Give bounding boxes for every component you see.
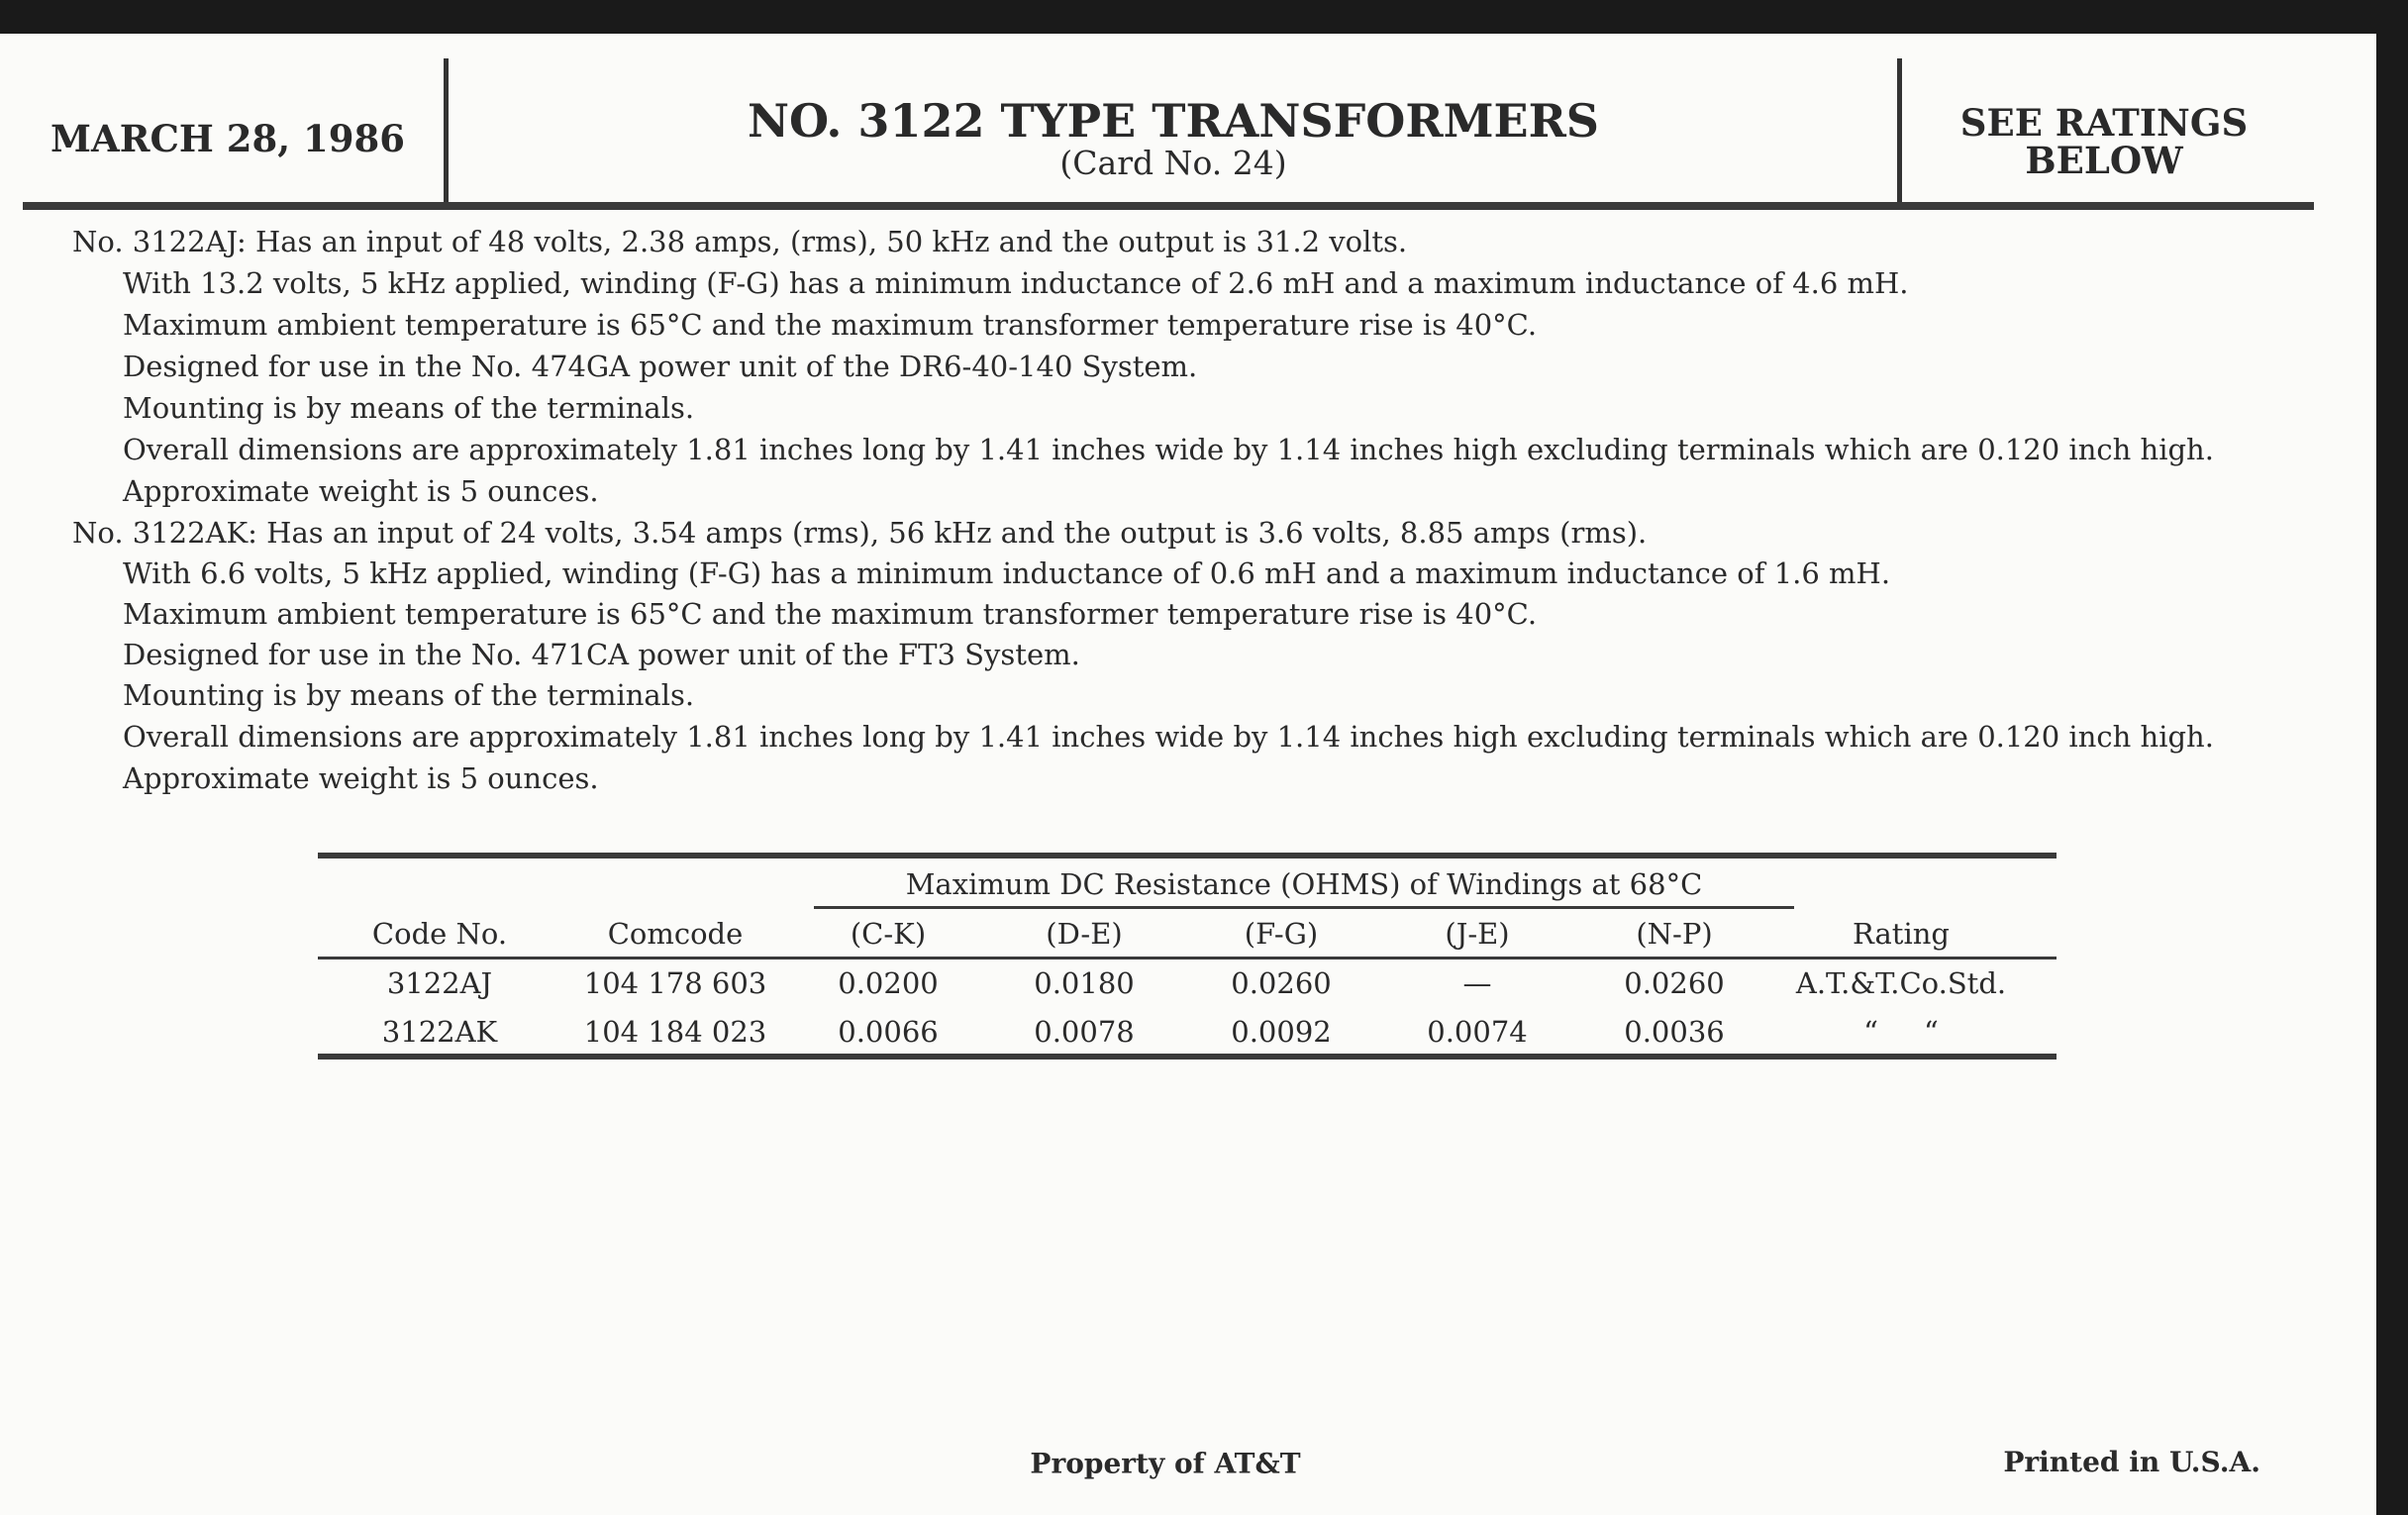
body-line: Mounting is by means of the terminals. bbox=[123, 391, 695, 425]
column-header: (N-P) bbox=[1636, 917, 1713, 951]
column-header: Comcode bbox=[607, 917, 744, 951]
column-header: Rating bbox=[1853, 917, 1950, 951]
table-cell: 104 184 023 bbox=[583, 1015, 767, 1049]
table-cell: 0.0066 bbox=[838, 1015, 939, 1049]
table-cell: 0.0260 bbox=[1624, 966, 1725, 1000]
table-cell: 104 178 603 bbox=[583, 966, 767, 1000]
table-bottom-rule bbox=[318, 1054, 2057, 1060]
card-title: NO. 3122 TYPE TRANSFORMERS bbox=[747, 94, 1600, 148]
column-header: (J-E) bbox=[1445, 917, 1510, 951]
table-cell: 3122AK bbox=[381, 1015, 498, 1049]
body-line: Approximate weight is 5 ounces. bbox=[123, 474, 599, 508]
body-line: Mounting is by means of the terminals. bbox=[123, 678, 695, 712]
column-header: (C-K) bbox=[850, 917, 927, 951]
table-cell: 3122AJ bbox=[386, 966, 493, 1000]
table-cell: 0.0092 bbox=[1231, 1015, 1332, 1049]
header-divider-right bbox=[1897, 58, 1902, 205]
table-cell: 0.0180 bbox=[1034, 966, 1135, 1000]
card-date: MARCH 28, 1986 bbox=[50, 117, 405, 160]
body-line: Overall dimensions are approximately 1.81 inches long by 1.41 inches wide by 1.14 inches high excluding terminals which are 0.120 inch high. bbox=[123, 433, 2214, 466]
ratings-note-line1: SEE RATINGS bbox=[1959, 101, 2249, 145]
column-header: (D-E) bbox=[1046, 917, 1123, 951]
table-group-header: Maximum DC Resistance (OHMS) of Windings at 68°C bbox=[905, 867, 1703, 901]
table-cell: 0.0260 bbox=[1231, 966, 1332, 1000]
column-header: Code No. bbox=[371, 917, 508, 951]
table-cell: 0.0074 bbox=[1427, 1015, 1528, 1049]
table-cell: — bbox=[1462, 966, 1492, 1000]
body-line: Designed for use in the No. 471CA power unit of the FT3 System. bbox=[123, 638, 1080, 671]
group-header-underline bbox=[814, 906, 1794, 909]
column-header: (F-G) bbox=[1244, 917, 1319, 951]
body-line: Approximate weight is 5 ounces. bbox=[123, 761, 599, 795]
body-line: Maximum ambient temperature is 65°C and the maximum transformer temperature rise is 40°C. bbox=[123, 308, 1538, 342]
header-bottom-rule bbox=[318, 957, 2057, 960]
table-top-rule bbox=[318, 853, 2057, 858]
body-line: Overall dimensions are approximately 1.81 inches long by 1.41 inches wide by 1.14 inches high excluding terminals which are 0.120 inch high. bbox=[123, 720, 2214, 754]
card-subtitle: (Card No. 24) bbox=[1059, 144, 1287, 182]
table-cell: 0.0078 bbox=[1034, 1015, 1135, 1049]
ratings-note-line2: BELOW bbox=[2025, 139, 2183, 182]
body-line: With 6.6 volts, 5 kHz applied, winding (F-G) has a minimum inductance of 0.6 mH and a maximum inductance of 1.6 mH. bbox=[123, 556, 1891, 590]
table-cell: 0.0200 bbox=[838, 966, 939, 1000]
header-divider-left bbox=[444, 58, 449, 205]
header-rule bbox=[23, 202, 2314, 210]
footer-property: Property of AT&T bbox=[1030, 1447, 1301, 1480]
footer-printed: Printed in U.S.A. bbox=[2003, 1446, 2260, 1478]
body-line: Maximum ambient temperature is 65°C and the maximum transformer temperature rise is 40°C. bbox=[123, 597, 1538, 631]
body-line: No. 3122AK: Has an input of 24 volts, 3.54 amps (rms), 56 kHz and the output is 3.6 volts, 8.85 amps (rms). bbox=[72, 516, 1648, 550]
body-line: Designed for use in the No. 474GA power unit of the DR6-40-140 System. bbox=[123, 350, 1198, 383]
table-cell: A.T.&T.Co.Std. bbox=[1795, 966, 2007, 1000]
body-line: With 13.2 volts, 5 kHz applied, winding (F-G) has a minimum inductance of 2.6 mH and a maximum inductance of 4.6 mH. bbox=[123, 266, 1909, 300]
table-cell: 0.0036 bbox=[1624, 1015, 1725, 1049]
table-cell: “ “ bbox=[1863, 1015, 1939, 1049]
body-line: No. 3122AJ: Has an input of 48 volts, 2.38 amps, (rms), 50 kHz and the output is 31.2 volts. bbox=[72, 225, 1408, 258]
